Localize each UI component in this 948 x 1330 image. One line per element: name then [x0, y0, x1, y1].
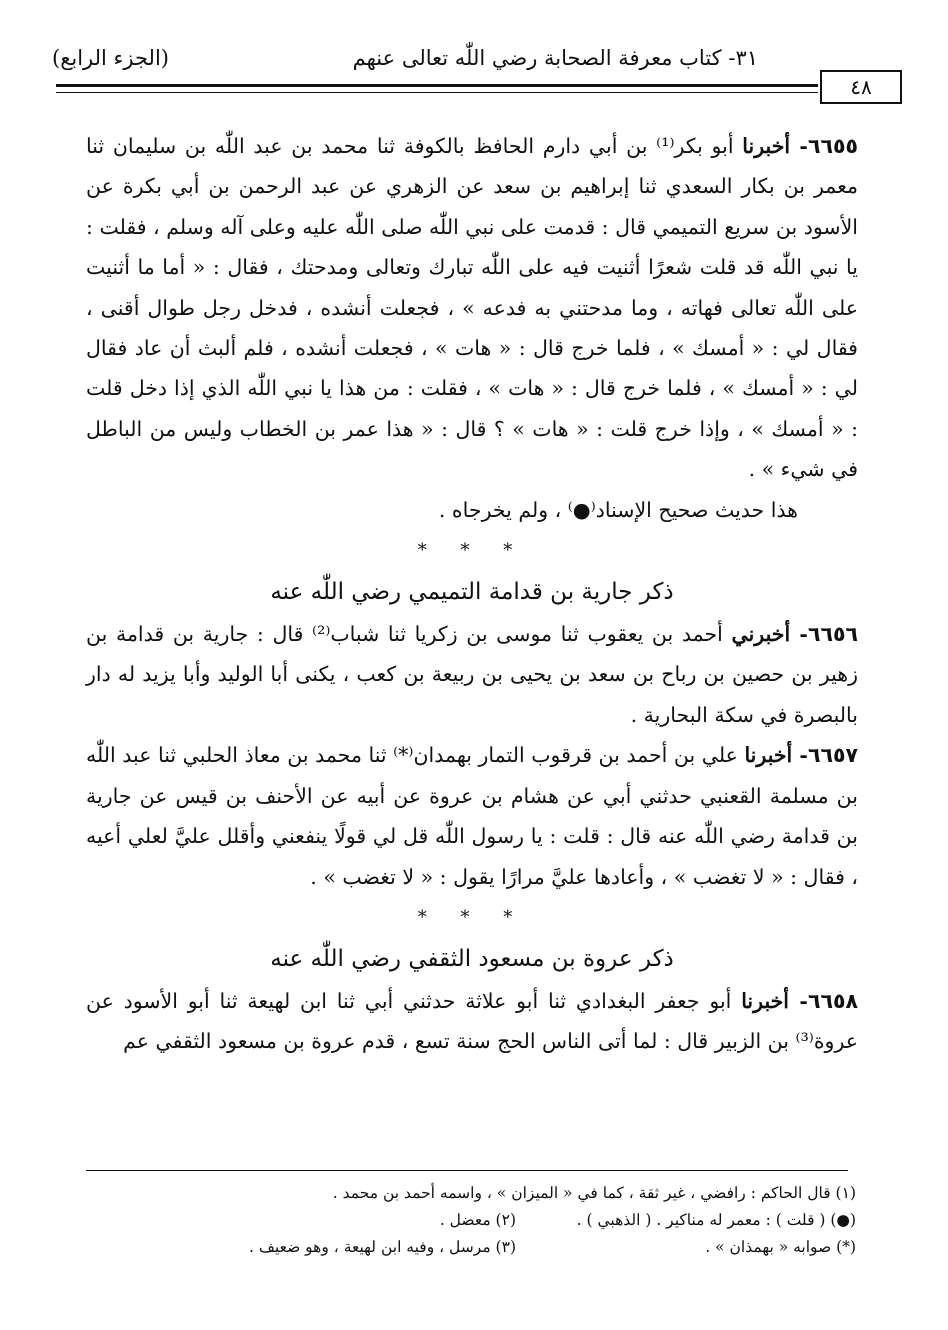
hadith-grading: هذا حديث صحيح الإسناد⁽●⁾ ، ولم يخرجاه . [438, 497, 798, 522]
section-separator: * * * [417, 540, 527, 562]
hadith-number: ٦٦٥٨ [807, 988, 858, 1013]
hadith-lead: - أخبرنا [742, 134, 808, 158]
footnote: (٢) معضل . [439, 1211, 516, 1229]
section-heading: ذكر جارية بن قدامة التميمي رضي اللّٰه عنه [270, 579, 674, 606]
hadith-lead: - أخبرني [731, 622, 808, 647]
hadith-text: أبو جعفر البغدادي ثنا أبو علاثة حدثني أبي ثنا ابن لهيعة ثنا أبو الأسود عن عروة⁽³⁾ بن الزبير قال : لما أتى الناس الحج سنة تسع ، قدم عروة بن مسعود الثقفي عم [86, 988, 858, 1054]
hadith-number: ٦٦٥٧ [807, 743, 858, 768]
hadith-6658 [86, 981, 858, 1062]
hadith-6657 [86, 735, 858, 897]
hadith-6656 [86, 614, 858, 735]
footnote: (●) ( قلت ) : معمر له مناكير . ( الذهبي ) . [576, 1211, 856, 1229]
hadith-text: علي بن أحمد بن قرقوب التمار بهمدان⁽*⁾ ثنا محمد بن معاذ الحلبي ثنا عبد اللّٰه بن مسلمة القعنبي حدثني أبي عن هشام بن عروة عن أبيه عن الأحنف بن قيس عن جارية بن قدامة رضي اللّٰه عنه قال : قلت : يا رسول اللّٰه قل لي قولًا ينفعني وأقلل عليَّ لعلي أعيه ، فقال : « لا تغضب » ، وأعادها عليَّ مرارًا يقول : « لا تغضب » . [86, 743, 858, 889]
hadith-text: أبو بكر⁽¹⁾ بن أبي دارم الحافظ بالكوفة ثنا محمد بن عبد اللّٰه بن سليمان ثنا معمر بن بكار السعدي ثنا إبراهيم بن سعد عن الزهري عن عبد الرحمن بن أبي بكرة عن الأسود بن سريع التميمي قال : قدمت على نبي اللّٰه صلى اللّٰه عليه وعلى آله وسلم ، فقلت : يا نبي اللّٰه قد قلت شعرًا أثنيت فيه على اللّٰه تبارك وتعالى ومدحتك ، فقال : « أما ما أثنيت على اللّٰه تعالى فهاته ، وما مدحتني به فدعه » ، فجعلت أنشده ، فدخل رجل طوال أقنى ، فقال لي : « أمسك » ، فلما خرج قال : « هات » ، فجعلت أنشده ، فلم ألبث أن عاد فقال لي : « أمسك » ، فلما خرج قال : « هات » ، فقلت : من هذا يا نبي اللّٰه الذي إذا دخل قلت : « أمسك » ، وإذا خرج قلت : « هات » ؟ قال : « هذا عمر بن الخطاب وليس من الباطل في شيء » . [86, 134, 858, 482]
footnote-row [60, 1234, 856, 1261]
hadith-6655 [86, 126, 858, 490]
section-heading: ذكر عروة بن مسعود الثقفي رضي اللّٰه عنه [270, 945, 674, 972]
hadith-number: ٦٦٥٦ [807, 622, 859, 647]
footnote: (١) قال الحاكم : رافضي ، غير ثقة ، كما في « الميزان » ، واسمه أحمد بن محمد . [332, 1184, 856, 1202]
footnotes [60, 1180, 856, 1261]
hadith-number: ٦٦٥٥ [807, 134, 859, 158]
header-rule-thin [56, 92, 818, 93]
page-number: ٤٨ [820, 70, 902, 104]
hadith-lead: - أخبرنا [744, 743, 808, 768]
header-rule-thick [56, 84, 818, 87]
footnote-row [60, 1207, 856, 1234]
chapter-title: ٣١- كتاب معرفة الصحابة رضي اللّٰه تعالى عنهم [352, 46, 758, 70]
main-text [86, 126, 858, 1062]
hadith-lead: - أخبرنا [741, 988, 808, 1013]
hadith-text: أحمد بن يعقوب ثنا موسى بن زكريا ثنا شباب⁽²⁾ قال : جارية بن قدامة بن زهير بن حصين بن رباح بن سعد بن يحيى بن ربيعة بن كعب ، يكنى أبا الوليد وأبا يزيد له دار بالبصرة في سكة البحارية . [86, 622, 858, 727]
footnote-rule [86, 1170, 848, 1171]
footnote: (٣) مرسل ، وفيه ابن لهيعة ، وهو ضعيف . [249, 1238, 516, 1256]
section-separator: * * * [417, 906, 527, 928]
footnote: (*) صوابه « بهمذان » . [705, 1238, 856, 1256]
volume-label: (الجزء الرابع) [52, 46, 169, 70]
running-header [40, 44, 908, 88]
footnote-row [60, 1180, 856, 1207]
